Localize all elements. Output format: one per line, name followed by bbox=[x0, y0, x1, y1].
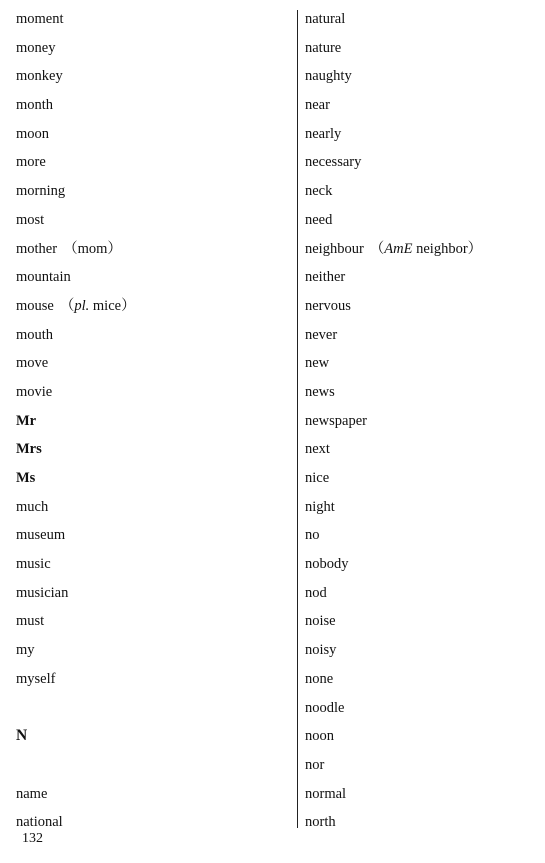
word-text: N bbox=[16, 727, 28, 745]
word-text: nobody bbox=[305, 556, 349, 573]
word-entry bbox=[305, 34, 540, 63]
word-entry bbox=[305, 263, 540, 292]
word-text: more bbox=[16, 154, 46, 171]
word-text: night bbox=[305, 498, 335, 515]
word-entry bbox=[16, 349, 286, 378]
word-entry bbox=[305, 407, 540, 436]
word-text: Ms bbox=[16, 470, 36, 486]
word-entry bbox=[16, 321, 286, 350]
word-entry bbox=[305, 722, 540, 751]
word-entry bbox=[16, 694, 286, 723]
word-text: newspaper bbox=[305, 412, 368, 429]
section-heading bbox=[16, 722, 286, 751]
word-text: nearly bbox=[305, 125, 342, 142]
left-word-column bbox=[16, 5, 286, 837]
word-text: neck bbox=[305, 183, 333, 200]
word-text: my bbox=[16, 642, 35, 659]
word-entry bbox=[16, 177, 286, 206]
word-entry bbox=[16, 206, 286, 235]
word-text: nod bbox=[305, 584, 327, 601]
word-text: museum bbox=[16, 527, 66, 544]
word-entry bbox=[305, 751, 540, 780]
word-entry bbox=[16, 607, 286, 636]
word-entry bbox=[16, 579, 286, 608]
word-entry bbox=[305, 493, 540, 522]
word-text: nervous bbox=[305, 297, 351, 314]
word-entry bbox=[305, 435, 540, 464]
word-text: no bbox=[305, 527, 320, 544]
word-text: mother bbox=[16, 240, 58, 257]
word-entry bbox=[16, 148, 286, 177]
word-entry bbox=[16, 235, 286, 264]
column-divider bbox=[297, 10, 298, 828]
word-text: neither bbox=[305, 269, 346, 286]
word-entry bbox=[16, 62, 286, 91]
word-entry bbox=[305, 349, 540, 378]
word-entry bbox=[16, 5, 286, 34]
word-entry bbox=[16, 91, 286, 120]
word-text: name bbox=[16, 785, 48, 802]
word-entry bbox=[16, 435, 286, 464]
word-entry bbox=[16, 464, 286, 493]
word-text: normal bbox=[305, 785, 347, 802]
word-entry bbox=[305, 579, 540, 608]
word-text: monkey bbox=[16, 68, 63, 85]
word-text: none bbox=[305, 670, 334, 687]
word-text: north bbox=[305, 814, 336, 831]
word-entry bbox=[16, 292, 286, 321]
word-text: naughty bbox=[305, 68, 352, 85]
word-entry bbox=[305, 177, 540, 206]
word-entry bbox=[305, 550, 540, 579]
word-text: national bbox=[16, 814, 63, 831]
word-entry bbox=[305, 91, 540, 120]
word-text: neighbour bbox=[305, 240, 364, 257]
word-text: mouth bbox=[16, 326, 54, 343]
word-entry bbox=[305, 780, 540, 809]
word-text: noon bbox=[305, 728, 334, 745]
word-text: natural bbox=[305, 11, 346, 27]
word-text: must bbox=[16, 613, 45, 630]
word-text: movie bbox=[16, 383, 53, 400]
word-entry bbox=[16, 780, 286, 809]
word-entry bbox=[305, 636, 540, 665]
word-entry bbox=[305, 694, 540, 723]
word-entry bbox=[305, 607, 540, 636]
word-entry bbox=[305, 292, 540, 321]
word-entry bbox=[305, 665, 540, 694]
word-text: much bbox=[16, 498, 49, 515]
word-text: near bbox=[305, 97, 330, 114]
word-text: new bbox=[305, 355, 330, 372]
word-entry bbox=[305, 235, 540, 264]
word-entry bbox=[16, 407, 286, 436]
word-text: necessary bbox=[305, 154, 362, 171]
word-text: music bbox=[16, 556, 51, 573]
word-text: mountain bbox=[16, 269, 71, 286]
word-entry bbox=[305, 206, 540, 235]
word-text: nor bbox=[305, 756, 325, 773]
word-entry bbox=[16, 636, 286, 665]
word-entry bbox=[305, 521, 540, 550]
word-text: nice bbox=[305, 470, 330, 486]
word-entry bbox=[16, 751, 286, 780]
word-text: need bbox=[305, 211, 333, 228]
word-entry bbox=[16, 808, 286, 837]
word-text: move bbox=[16, 355, 49, 372]
word-entry bbox=[305, 464, 540, 493]
word-text: money bbox=[16, 39, 56, 56]
word-text: Mrs bbox=[16, 441, 42, 458]
word-variant-note: （mom） bbox=[63, 240, 122, 257]
word-entry bbox=[305, 5, 540, 34]
word-text: musician bbox=[16, 584, 69, 601]
word-text: mouse bbox=[16, 297, 54, 314]
page-number: 132 bbox=[22, 831, 43, 846]
right-word-column bbox=[305, 5, 540, 837]
word-text: noise bbox=[305, 613, 336, 630]
word-text: month bbox=[16, 97, 54, 114]
word-text: myself bbox=[16, 670, 56, 687]
word-text: next bbox=[305, 441, 330, 458]
word-entry bbox=[305, 148, 540, 177]
word-entry bbox=[305, 120, 540, 149]
word-entry bbox=[305, 808, 540, 837]
word-entry bbox=[16, 550, 286, 579]
word-text: noisy bbox=[305, 642, 337, 659]
word-entry bbox=[16, 120, 286, 149]
word-text: moon bbox=[16, 125, 50, 142]
word-text: noodle bbox=[305, 699, 345, 716]
word-text: news bbox=[305, 383, 335, 400]
word-entry bbox=[16, 493, 286, 522]
word-entry bbox=[305, 62, 540, 91]
word-entry bbox=[16, 378, 286, 407]
word-entry bbox=[16, 521, 286, 550]
word-variant-note: （pl. mice） bbox=[59, 297, 136, 314]
word-text: nature bbox=[305, 39, 342, 56]
word-entry bbox=[16, 34, 286, 63]
word-text: moment bbox=[16, 11, 64, 27]
word-entry bbox=[16, 665, 286, 694]
word-text: most bbox=[16, 211, 45, 228]
word-entry bbox=[305, 378, 540, 407]
word-entry bbox=[16, 263, 286, 292]
word-text: morning bbox=[16, 183, 66, 200]
word-text: never bbox=[305, 326, 338, 343]
word-text: Mr bbox=[16, 412, 37, 429]
word-variant-note: （AmE neighbor） bbox=[369, 240, 483, 257]
word-entry bbox=[305, 321, 540, 350]
